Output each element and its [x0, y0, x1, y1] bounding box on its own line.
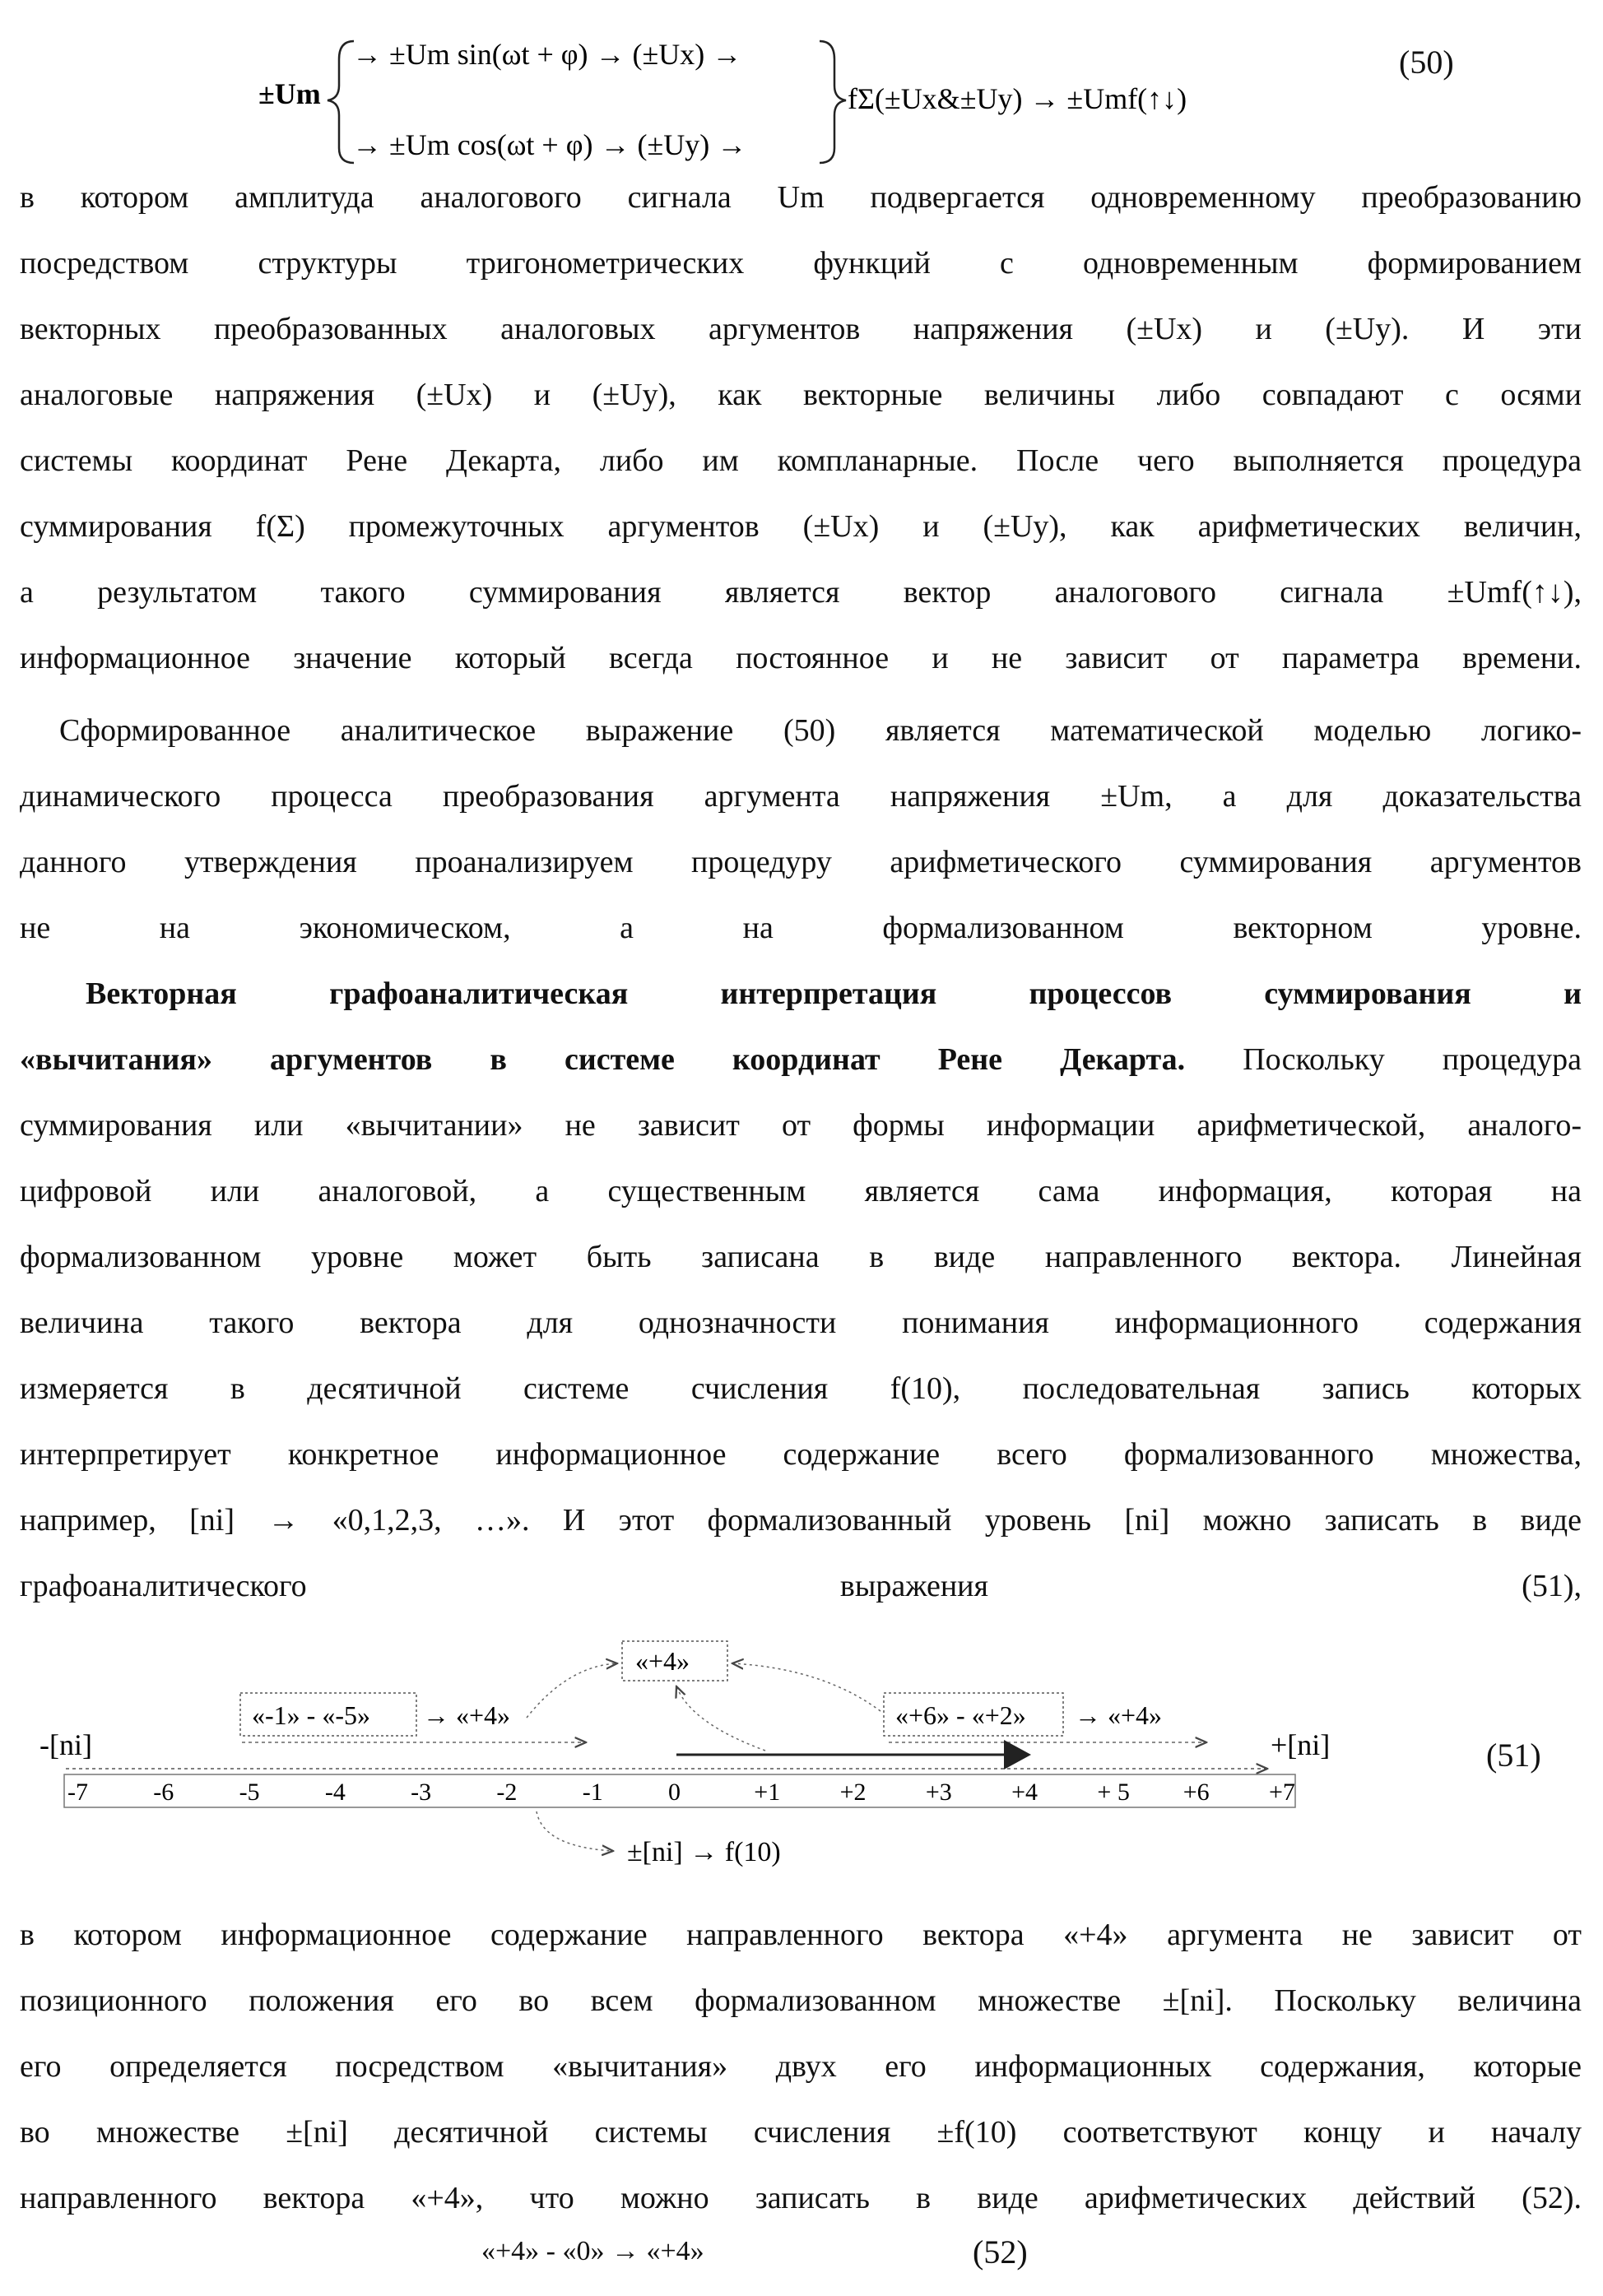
para4-line: в котором информационное содержание направленного вектора «+4» аргумента не зависит от: [20, 1902, 1582, 1968]
para2-line: динамического процесса преобразования аргумента напряжения ±Um, а для доказательства: [20, 763, 1582, 829]
para3-line: интерпретирует конкретное информационное содержание всего формализованного множества,: [20, 1422, 1582, 1487]
para1-line: информационное значение который всегда постоянное и не зависит от параметра времени.: [20, 625, 1582, 691]
para4-line: его определяется посредством «вычитания» двух его информационных содержания, которые: [20, 2034, 1582, 2099]
tick-label: -7: [67, 1779, 88, 1806]
heading-word: интерпретация: [720, 961, 936, 1027]
para3-line: например, [ni] → «0,1,2,3, …». И этот формализованный уровень [ni] можно записать в виде: [20, 1487, 1582, 1553]
tick-label: +3: [926, 1779, 952, 1806]
formula-52: «+4» - «0» → «+4»: [481, 2236, 704, 2267]
box-left-label: «-1» - «-5»: [252, 1700, 370, 1730]
heading-word: Векторная: [86, 961, 237, 1027]
section-heading-line-1: [20, 961, 1582, 1027]
para1-line: системы координат Рене Декарта, либо им компланарные. После чего выполняется процедура: [20, 428, 1582, 494]
tick-label: -1: [583, 1779, 603, 1806]
formula-50-svg: [247, 16, 1317, 173]
box-top-label: «+4»: [635, 1646, 690, 1676]
tick-label: -6: [153, 1779, 174, 1806]
tick-label: +1: [754, 1779, 780, 1806]
para1-line: аналоговые напряжения (±Ux) и (±Uy), как векторные величины либо совпадают с осями: [20, 362, 1582, 428]
tick-label: + 5: [1097, 1779, 1129, 1806]
para3-line: графоаналитического выражения (51),: [20, 1553, 1582, 1619]
equation-number-51: (51): [1486, 1736, 1541, 1774]
paragraph-1: [20, 165, 1582, 691]
paragraph-4: [20, 1902, 1582, 2231]
heading-word: процессов: [1029, 961, 1173, 1027]
heading-line-2: [20, 1027, 1582, 1092]
formula-50-bottom-branch: → ±Um cos(ωt + φ) → (±Uy) →: [352, 128, 746, 161]
formula-50-top-branch: → ±Um sin(ωt + φ) → (±Ux) →: [352, 38, 741, 71]
diagram-51-svg: [0, 1629, 1603, 1892]
tick-label: 0: [668, 1779, 681, 1806]
right-set-label: +[ni]: [1271, 1728, 1330, 1761]
paragraph-2: [20, 698, 1582, 961]
para4-line: позиционного положения его во всем формализованном множестве ±[ni]. Поскольку величина: [20, 1968, 1582, 2034]
para3-line: измеряется в десятичной системе счисления f(10), последовательная запись которых: [20, 1356, 1582, 1422]
equation-number-52: (52): [973, 2233, 1028, 2271]
tick-label: -5: [239, 1779, 260, 1806]
box-right-result: → «+4»: [1075, 1700, 1162, 1730]
tick-label: +7: [1269, 1779, 1295, 1806]
para1-line: векторных преобразованных аналоговых аргументов напряжения (±Ux) и (±Uy). И эти: [20, 296, 1582, 362]
para2-line: не на экономическом, а на формализованном векторном уровне.: [20, 895, 1582, 961]
equation-number-50: (50): [1399, 43, 1454, 81]
box-left-result: → «+4»: [423, 1700, 510, 1730]
heading-word: суммирования: [1264, 961, 1471, 1027]
para1-line: а результатом такого суммирования является вектор аналогового сигнала ±Umf(↑↓),: [20, 559, 1582, 625]
tick-label: +2: [840, 1779, 867, 1806]
para3-line: величина такого вектора для однозначности понимания информационного содержания: [20, 1290, 1582, 1356]
heading-line-2-tail: Поскольку процедура: [1185, 1042, 1582, 1077]
para1-line: в котором амплитуда аналогового сигнала Um подвергается одновременному преобразованию: [20, 165, 1582, 230]
tick-label: -4: [325, 1779, 346, 1806]
left-set-label: -[ni]: [39, 1728, 92, 1761]
para1-line: суммирования f(Σ) промежуточных аргументов (±Ux) и (±Uy), как арифметических величин,: [20, 494, 1582, 559]
tick-label: -3: [411, 1779, 431, 1806]
para4-line: во множестве ±[ni] десятичной системы счисления ±f(10) соответствуют концу и началу: [20, 2099, 1582, 2165]
formula-50-lead: ±Um: [258, 77, 321, 110]
para3-line: цифровой или аналоговой, а существенным является сама информация, которая на: [20, 1158, 1582, 1224]
formula-50-left-brace: [328, 41, 354, 163]
paragraph-3: [20, 961, 1582, 1619]
tick-labels: [67, 1779, 1295, 1806]
curve-right-to-top: [732, 1663, 880, 1711]
para2-line: данного утверждения проанализируем процедуру арифметического суммирования аргументов: [20, 829, 1582, 895]
tick-label: +4: [1011, 1779, 1038, 1806]
curve-top-to-vector: [676, 1686, 765, 1751]
para3-line: суммирования или «вычитании» не зависит от формы информации арифметической, аналого-: [20, 1092, 1582, 1158]
box-right-label: «+6» - «+2»: [895, 1700, 1026, 1730]
para3-line: формализованном уровне может быть записана в виде направленного вектора. Линейная: [20, 1224, 1582, 1290]
tick-label: -2: [496, 1779, 517, 1806]
curve-left-to-top: [527, 1663, 617, 1718]
curve-to-bottom-label: [537, 1811, 613, 1851]
tick-label: +6: [1183, 1779, 1210, 1806]
para1-line: посредством структуры тригонометрических функций с одновременным формированием: [20, 230, 1582, 296]
formula-50-result: fΣ(±Ux&±Uy) → ±Umf(↑↓): [848, 82, 1187, 115]
bottom-label: ±[ni] → f(10): [627, 1837, 781, 1867]
para4-line: направленного вектора «+4», что можно записать в виде арифметических действий (52).: [20, 2165, 1582, 2231]
formula-50-right-brace: [820, 41, 846, 163]
section-heading-line-2: «вычитания» аргументов в системе координат Рене Декарта.: [20, 1042, 1185, 1077]
heading-word: графоаналитическая: [329, 961, 628, 1027]
heading-word: и: [1564, 961, 1582, 1027]
document-page: [0, 0, 1603, 2296]
para2-line: Сформированное аналитическое выражение (50) является математической моделью логико-: [20, 698, 1582, 763]
